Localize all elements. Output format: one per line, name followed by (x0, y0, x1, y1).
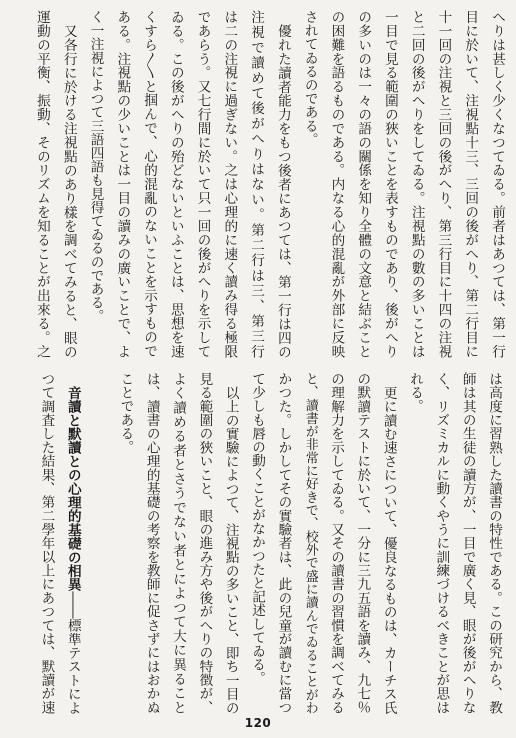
text-column: れる。 (407, 372, 424, 413)
upper-text-block (28, 10, 510, 358)
text-column: く一注視によつて三語四語も見得てゐるのである。 (87, 10, 104, 323)
section-heading-column (59, 372, 85, 714)
text-column: 一目で見る範圍の狹いことを表すものであり、後がへり (381, 10, 398, 358)
paragraph-start-column: 更に讀む速さについて、優良なるものは、カーチス氏 (380, 385, 397, 714)
paragraph-start-column: 優れた讀者能力をもつ後者にあつては、第一行は四の (274, 23, 291, 358)
text-column: 注視で讀めて後がへりはない。第二行は三、第三行 (248, 10, 265, 358)
text-column: 師は其の生徒の讀方が、一目で廣く見、眼が後がへりな (459, 372, 476, 714)
text-column: 十一回の注視と三回の後がへり、第三行目に十四の注視 (435, 10, 452, 358)
text-column: ことである。 (117, 372, 134, 454)
text-column: よく讀める者とさうでない者とによつて大に異ること (170, 372, 187, 714)
text-column: 見る範圍の狹いこと、眼の進み方や後がへりの特徴が、 (196, 372, 213, 714)
text-column: の理解力を示してゐる。又その讀書の習慣を調べてみる (328, 372, 345, 714)
text-column: ゐる。この後がへりの殆どないといふことは、思想を速 (167, 10, 184, 358)
page-number: 120 (244, 716, 272, 730)
text-column: へりは甚しく少くなつてゐる。前者はあつては、第一行 (489, 10, 505, 358)
text-column: く、リズミカルに動くやうに訓練づけるべきことが思は (433, 372, 450, 714)
text-column: と二回の後がへりをしてゐる。注視點の數の多いことは (408, 10, 425, 358)
text-column: 運動の平衡、振動、そのリズムを知ることが出來る。之 (33, 10, 50, 358)
text-column: かつた。しかしてその實驗者は、此の兒童が讀むに當つ (275, 372, 292, 714)
text-column: つて調査した結果、第二學年以上にあつては、默讀が速 (38, 372, 55, 714)
text-column: て少しも唇の動くことがなかつたと記述してゐる。 (249, 372, 266, 685)
text-column: の多いのは一々の語の關係を知り全體の文意と結ぶこと (355, 10, 372, 358)
text-column: と、讀書が非常に好きで、校外で盛に讀んでゐることがわ (302, 372, 318, 714)
text-column: されてゐるのである。 (301, 10, 318, 146)
text-column: は二の注視に過ぎない。之は心理的に速く讀み得る極限 (221, 10, 238, 358)
section-heading-rest: ――標準テストによ (64, 590, 81, 714)
text-column: ある。注視點の少いことは一目の讀みの廣いことで、よ (114, 10, 131, 358)
lower-text-block (33, 372, 507, 714)
text-column: は、讀書の心理的基礎の考察を教師に促さずにはおかぬ (143, 372, 160, 714)
text-column: 目に於いて、注視點十三、三回の後がへり、第二行目に (462, 10, 479, 358)
text-column: くすら〳〵と掴んで、心的混亂のないことを示すもので (141, 10, 158, 358)
text-column: は高度に習熟した讀書の特性である。この研究から、教 (486, 372, 502, 714)
section-heading-title: 音讀と默讀との心理的基礎の相異 (64, 385, 81, 591)
paragraph-start-column: 以上の實驗によつて、注視點の多いこと、即ち一目の (222, 385, 239, 714)
text-column: であらう。又七行間に於いて只一回の後がへりを示して (194, 10, 211, 358)
text-column: の困難を語るものである。内なる心的混亂が外部に反映 (328, 10, 345, 358)
text-column: の默讀テストに於いて、一分に三九五語を讀み、九七％ (354, 372, 371, 714)
column-spacer (86, 372, 112, 714)
paragraph-start-column: 又各行に於ける注視點のあり樣を調べてみると、眼の (60, 23, 77, 358)
